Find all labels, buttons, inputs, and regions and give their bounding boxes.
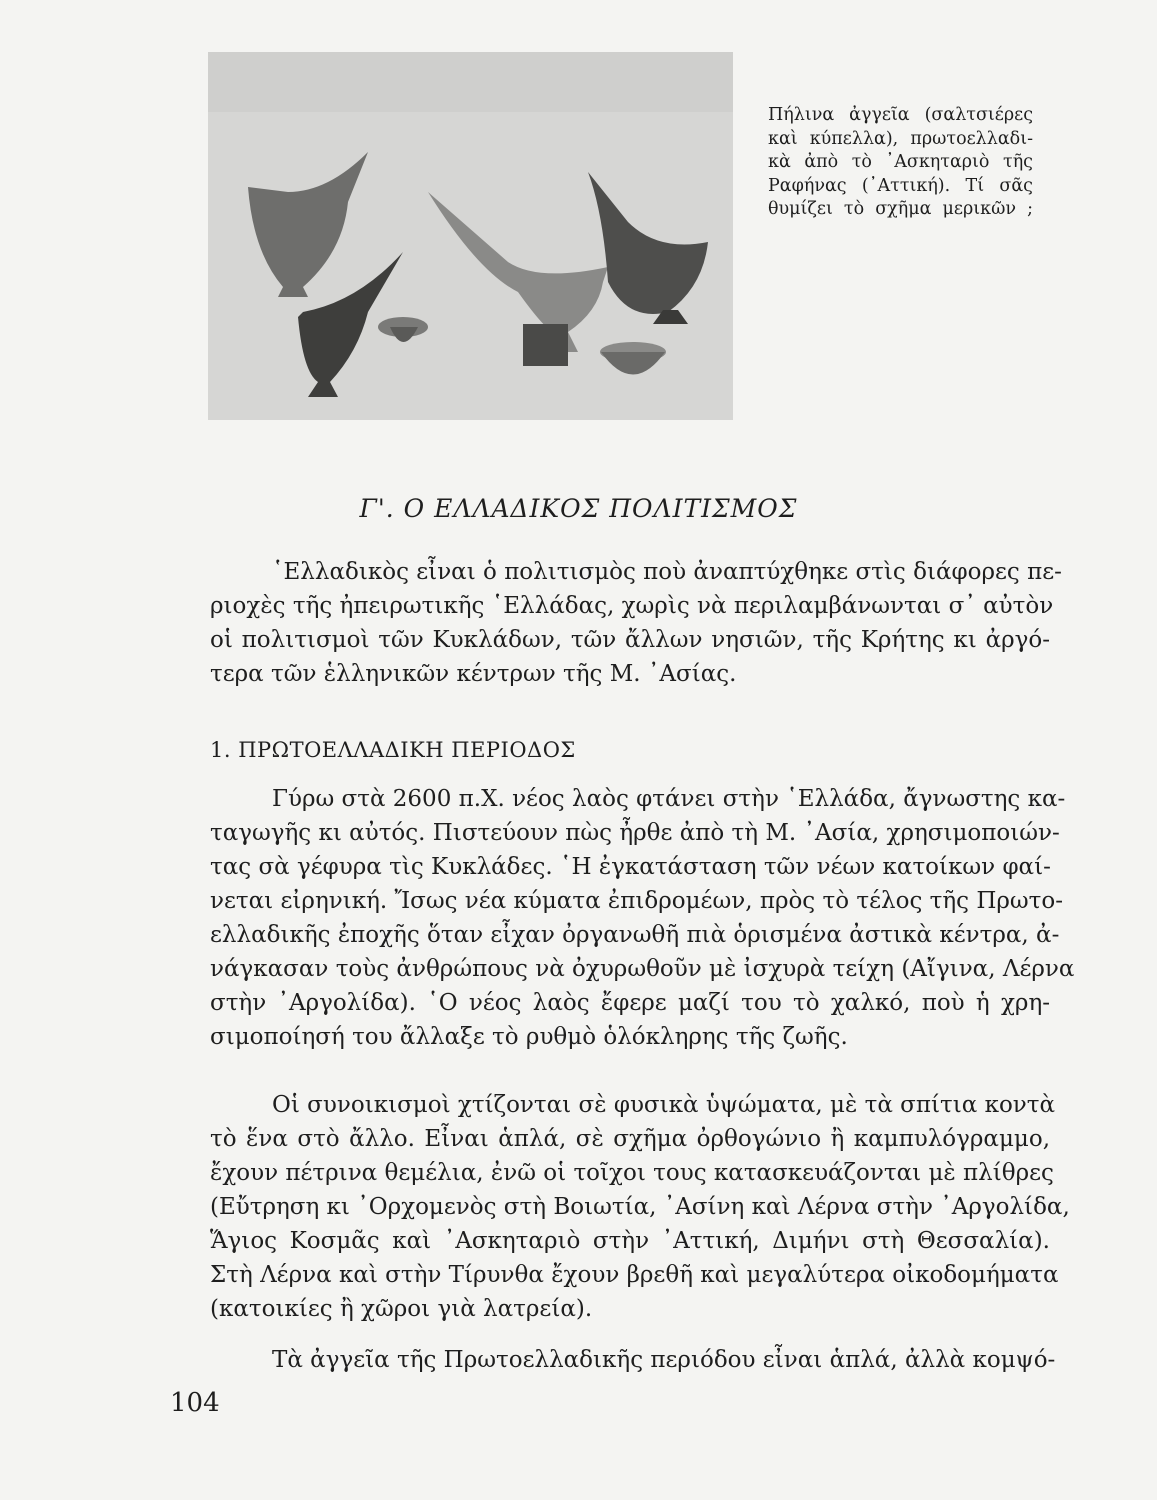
text-line: Οἱ συνοικισμοὶ χτίζονται σὲ φυσικὰ ὑψώματα, μὲ τὰ σπίτια κοντὰ [272, 1092, 1056, 1118]
section-title: 1. ΠΡΩΤΟΕΛΛΑΔΙΚΗ ΠΕΡΙΟΔΟΣ [210, 738, 576, 762]
text-line: ταγωγῆς κι αὐτός. Πιστεύουν πὼς ἦρθε ἀπὸ τὴ Μ. ᾿Ασία, χρησιμοποιών- [210, 820, 1060, 846]
text-line: ἔχουν πέτρινα θεμέλια, ἐνῶ οἱ τοῖχοι τους κατασκευάζονται μὲ πλίθρες [210, 1160, 1054, 1186]
text-line: στὴν ᾿Αργολίδα). ῾Ο νέος λαὸς ἔφερε μαζί του τὸ χαλκό, ποὺ ἡ χρη- [210, 990, 1050, 1016]
text-line: οἱ πολιτισμοὶ τῶν Κυκλάδων, τῶν ἄλλων νησιῶν, τῆς Κρήτης κι ἀργό- [210, 627, 1050, 653]
caption-line: θυμίζει τὸ σχῆμα μερικῶν ; [768, 199, 1033, 219]
chapter-heading: Γ'. Ο ΕΛΛΑΔΙΚΟΣ ΠΟΛΙΤΙΣΜΟΣ [359, 494, 798, 523]
text-line: Στὴ Λέρνα καὶ στὴν Τίρυνθα ἔχουν βρεθῆ καὶ μεγαλύτερα οἰκοδομήματα [210, 1262, 1059, 1288]
pottery-vessels-image [208, 52, 733, 420]
text-line: Γύρω στὰ 2600 π.Χ. νέος λαὸς φτάνει στὴν ῾Ελλάδα, ἄγνωστης κα- [272, 786, 1066, 812]
text-line: νεται εἰρηνική. Ἴσως νέα κύματα ἐπιδρομέων, πρὸς τὸ τέλος τῆς Πρωτο- [210, 888, 1064, 914]
text-line: (Εὔτρηση κι ᾿Ορχομενὸς στὴ Βοιωτία, ᾿Ασίνη καὶ Λέρνα στὴν ᾿Αργολίδα, [210, 1194, 1070, 1220]
text-line: Τὰ ἀγγεῖα τῆς Πρωτοελλαδικῆς περιόδου εἶναι ἁπλά, ἀλλὰ κομψό- [272, 1347, 1056, 1373]
text-line: νάγκασαν τοὺς ἀνθρώπους νὰ ὀχυρωθοῦν μὲ ἰσχυρὰ τείχη (Αἴγινα, Λέρνα [210, 956, 1075, 982]
paragraph-3 [210, 1343, 1056, 1377]
text-line: σιμοποίησή του ἄλλαξε τὸ ρυθμὸ ὁλόκληρης τῆς ζωῆς. [210, 1024, 848, 1050]
text-line: Ἅγιος Κοσμᾶς καὶ ᾿Ασκηταριὸ στὴν ᾿Αττική, Διμήνι στὴ Θεσσαλία). [210, 1228, 1050, 1254]
figure-caption [768, 104, 1033, 222]
intro-paragraph [210, 555, 1062, 691]
text-line: τερα τῶν ἑλληνικῶν κέντρων τῆς Μ. ᾿Ασίας. [210, 661, 737, 687]
pottery-photo [208, 52, 733, 420]
caption-line: Πήλινα ἀγγεῖα (σαλτσιέρες [768, 105, 1033, 125]
caption-line: Ραφήνας (᾿Αττική). Τί σᾶς [768, 175, 1033, 196]
paragraph-1 [210, 782, 1075, 1054]
text-line: ελλαδικῆς ἐποχῆς ὅταν εἶχαν ὀργανωθῆ πιὰ ὁρισμένα ἀστικὰ κέντρα, ἀ- [210, 922, 1060, 948]
text-line: ῾Ελλαδικὸς εἶναι ὁ πολιτισμὸς ποὺ ἀναπτύχθηκε στὶς διάφορες πε- [272, 559, 1062, 585]
text-line: τὸ ἕνα στὸ ἄλλο. Εἶναι ἁπλά, σὲ σχῆμα ὀρθογώνιο ἢ καμπυλόγραμμο, [210, 1126, 1050, 1152]
caption-line: καὶ κύπελλα), πρωτοελλαδι- [768, 128, 1033, 149]
page-number: 104 [170, 1388, 220, 1418]
text-line: (κατοικίες ἢ χῶροι γιὰ λατρεία). [210, 1296, 593, 1322]
paragraph-2 [210, 1088, 1070, 1326]
text-line: τας σὰ γέφυρα τὶς Κυκλάδες. ῾Η ἐγκατάσταση τῶν νέων κατοίκων φαί- [210, 854, 1051, 880]
text-line: ριοχὲς τῆς ἠπειρωτικῆς ῾Ελλάδας, χωρὶς νὰ περιλαμβάνωνται σ᾿ αὐτὸν [210, 593, 1054, 619]
caption-line: κὰ ἀπὸ τὸ ᾿Ασκηταριὸ τῆς [768, 152, 1033, 172]
